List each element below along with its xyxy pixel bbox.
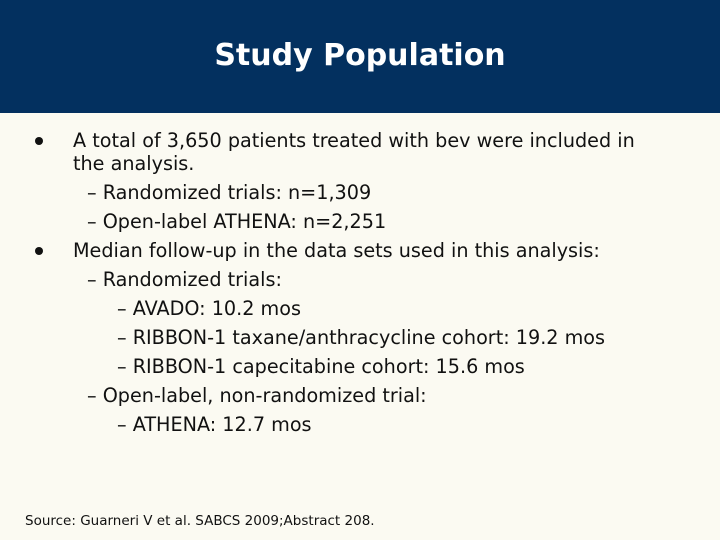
slide-title: Study Population (214, 38, 506, 73)
bullet-1-line-1: A total of 3,650 patients treated with bev were included in (73, 129, 635, 152)
sub-item-open-label-athena-n: – Open-label ATHENA: n=2,251 (87, 210, 387, 233)
source-citation: Source: Guarneri V et al. SABCS 2009;Abstract 208. (25, 513, 375, 529)
sub-sub-item-avado: – AVADO: 10.2 mos (117, 297, 301, 320)
bullet-dot-icon (35, 137, 43, 145)
sub-sub-item-ribbon1-capecitabine: – RIBBON-1 capecitabine cohort: 15.6 mos (117, 355, 525, 378)
bullet-dot-icon (35, 247, 43, 255)
bullet-2-line-1: Median follow-up in the data sets used in this analysis: (73, 239, 600, 262)
bullet-1-line-2: the analysis. (73, 152, 195, 175)
sub-sub-item-ribbon1-taxane: – RIBBON-1 taxane/anthracycline cohort: 19.2 mos (117, 326, 606, 349)
sub-sub-item-athena: – ATHENA: 12.7 mos (117, 413, 312, 436)
sub-item-open-label-non-randomized: – Open-label, non-randomized trial: (87, 384, 427, 407)
sub-item-randomized-trials: – Randomized trials: (87, 268, 282, 291)
sub-item-randomized-trials-n: – Randomized trials: n=1,309 (87, 181, 372, 204)
